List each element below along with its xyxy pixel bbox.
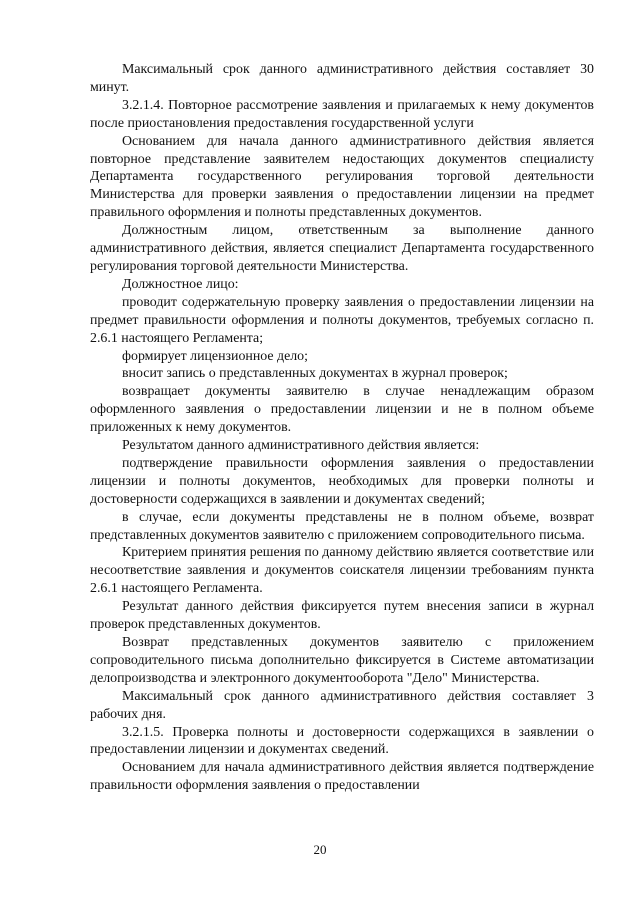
list-item-confirmation: подтверждение правильности оформления заявления о предоставлении лицензии и полноты документов, необходимых для проверки полноты и достоверности содержащихся в заявлении и документах сведений; <box>90 455 594 507</box>
list-item-journal-entry: вносит запись о представленных документах в журнал проверок; <box>122 366 508 382</box>
document-body <box>90 61 594 795</box>
paragraph-basis-verification: Основанием для начала административного действия является подтверждение правильности оформления заявления о предоставлении <box>90 760 594 794</box>
paragraph-return-recorded: Возврат представленных документов заявителю с приложением сопроводительного письма дополнительно фиксируется в Системе автоматизации делопроизводства и электронного документооборота "Дело" Министерства. <box>90 635 594 686</box>
paragraph-max-time-30-min: Максимальный срок данного административного действия составляет 30 минут. <box>90 62 594 95</box>
paragraph-result-intro: Результатом данного административного действия является: <box>122 438 480 454</box>
list-item-return-documents: возвращает документы заявителю в случае ненадлежащим образом оформленного заявления о предоставлении лицензии и не в полном объеме приложенных к нему документов. <box>90 384 594 436</box>
section-heading-3-2-1-4: 3.2.1.4. Повторное рассмотрение заявления и прилагаемых к нему документов после приостановления предоставления государственной услуги <box>90 97 594 131</box>
list-item-content-check: проводит содержательную проверку заявления о предоставлении лицензии на предмет правильности оформления и полноты документов, требуемых согласно п. 2.6.1 настоящего Регламента; <box>90 294 594 346</box>
list-item-license-file: формирует лицензионное дело; <box>122 348 308 364</box>
paragraph-basis-resubmission: Основанием для начала данного административного действия является повторное представление заявителем недостающих документов специалисту Департамента государственного регулирования торговой деятельности Министерства для проверки заявления о предоставлении лицензии на предмет правильного оформления и полноты представленных документов. <box>90 133 594 221</box>
paragraph-responsible-official: Должностным лицом, ответственным за выполнение данного административного действия, является специалист Департамента государственного регулирования торговой деятельности Министерства. <box>90 223 594 274</box>
page-number: 20 <box>313 842 327 857</box>
paragraph-decision-criterion: Критерием принятия решения по данному действию является соответствие или несоответствие заявления и документов соискателя лицензии требованиям пункта 2.6.1 настоящего Регламента. <box>90 545 594 597</box>
paragraph-max-time-3-days: Максимальный срок данного административного действия составляет 3 рабочих дня. <box>90 688 594 722</box>
list-item-incomplete-return: в случае, если документы представлены не в полном объеме, возврат представленных документов заявителю с приложением сопроводительного письма. <box>90 509 594 543</box>
section-heading-3-2-1-5: 3.2.1.5. Проверка полноты и достоверности содержащихся в заявлении о предоставлении лицензии и документах сведений. <box>90 724 594 758</box>
paragraph-result-recorded: Результат данного действия фиксируется путем внесения записи в журнал проверок представленных документов. <box>90 599 594 633</box>
paragraph-official-intro: Должностное лицо: <box>122 276 239 292</box>
